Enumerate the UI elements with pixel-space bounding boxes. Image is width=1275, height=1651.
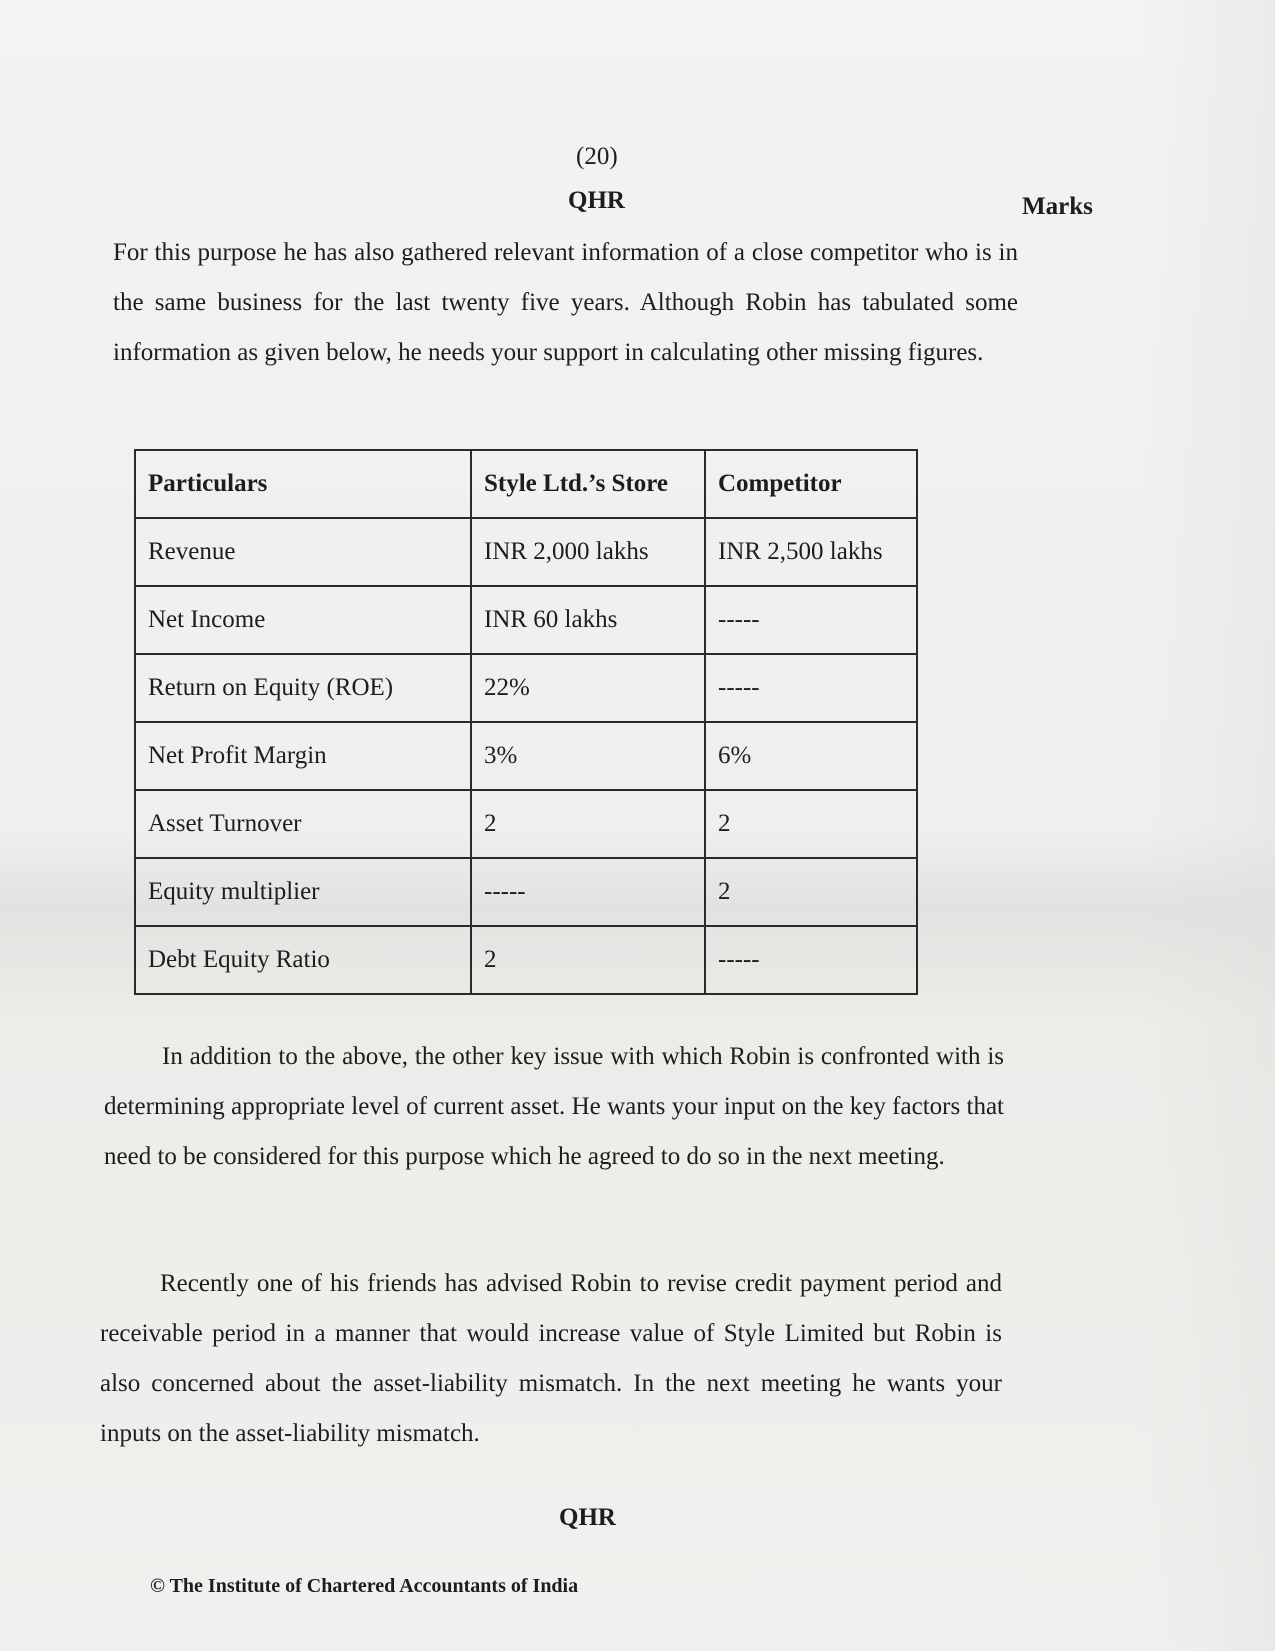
table-cell: 2	[705, 858, 917, 926]
table-cell: INR 2,500 lakhs	[705, 518, 917, 586]
table-cell: INR 2,000 lakhs	[471, 518, 705, 586]
copyright-notice: © The Institute of Chartered Accountants of India	[150, 1575, 579, 1597]
footer-code: QHR	[559, 1504, 616, 1531]
table-row	[135, 722, 917, 790]
table-cell: Equity multiplier	[135, 858, 471, 926]
table-cell: -----	[471, 858, 705, 926]
current-asset-paragraph: In addition to the above, the other key issue with which Robin is confronted with is determining appropriate level of current asset. He wants your input on the key factors that need to be considered for this purpose which he agreed to do so in the next meeting.	[104, 1043, 1004, 1170]
table-cell: 6%	[705, 722, 917, 790]
table-row	[135, 790, 917, 858]
table-cell: -----	[705, 654, 917, 722]
page-edge-shadow	[1145, 0, 1275, 1651]
ratio-table	[134, 449, 918, 995]
table-cell: -----	[705, 586, 917, 654]
table-cell: Asset Turnover	[135, 790, 471, 858]
table-cell: 2	[471, 790, 705, 858]
table-cell: Return on Equity (ROE)	[135, 654, 471, 722]
table-cell: Debt Equity Ratio	[135, 926, 471, 994]
table-cell: Revenue	[135, 518, 471, 586]
table-row	[135, 858, 917, 926]
intro-paragraph: For this purpose he has also gathered relevant information of a close competitor who is in the same business for the last twenty five years. Although Robin has tabulated some information as given below, he needs your support in calculating other missing figures.	[113, 239, 1018, 366]
table-header-cell: Particulars	[135, 450, 471, 518]
page-number: (20)	[576, 143, 618, 170]
table-header-cell: Competitor	[705, 450, 917, 518]
table-row	[135, 518, 917, 586]
table-cell: 2	[471, 926, 705, 994]
table-header-cell: Style Ltd.’s Store	[471, 450, 705, 518]
table-cell: -----	[705, 926, 917, 994]
table-cell: 22%	[471, 654, 705, 722]
header-code: QHR	[568, 187, 625, 214]
marks-label: Marks	[1022, 193, 1093, 220]
table-row	[135, 654, 917, 722]
table-cell: Net Income	[135, 586, 471, 654]
table-cell: 3%	[471, 722, 705, 790]
table-cell: 2	[705, 790, 917, 858]
table-header-row	[135, 450, 917, 518]
table-cell: Net Profit Margin	[135, 722, 471, 790]
table-cell: INR 60 lakhs	[471, 586, 705, 654]
table-row	[135, 586, 917, 654]
asset-liability-paragraph: Recently one of his friends has advised Robin to revise credit payment period and receivable period in a manner that would increase value of Style Limited but Robin is also concerned about the asset-liability mismatch. In the next meeting he wants your inputs on the asset-liability mismatch.	[100, 1270, 1002, 1447]
table-row	[135, 926, 917, 994]
